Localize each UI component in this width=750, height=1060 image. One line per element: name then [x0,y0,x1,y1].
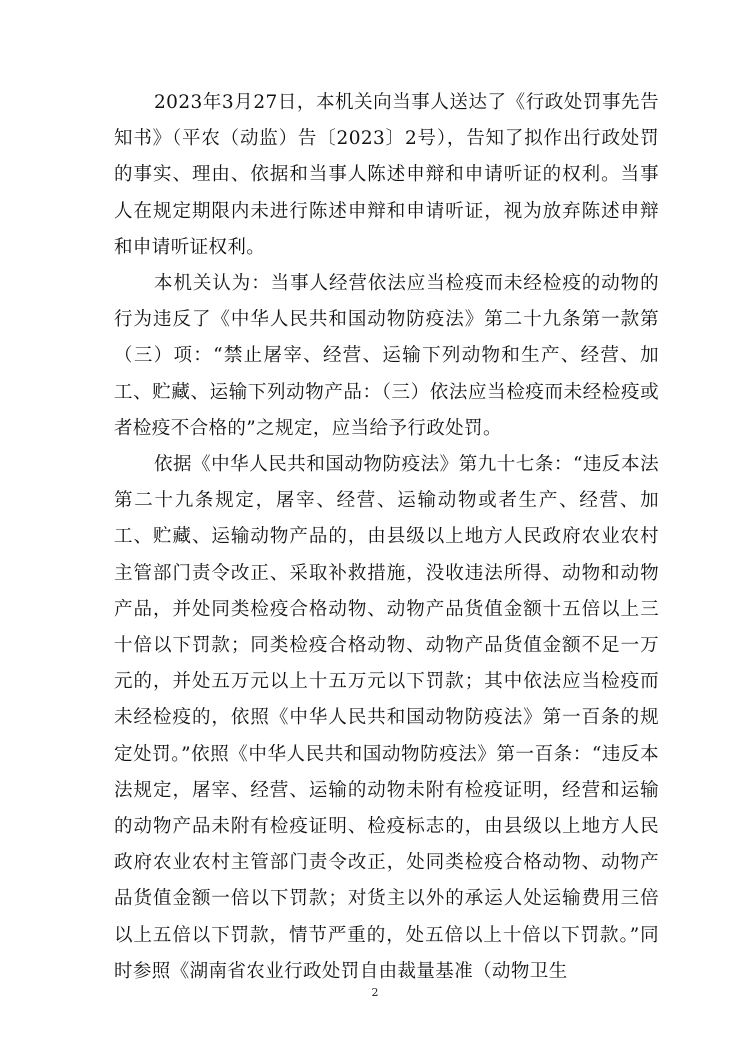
paragraph-notice-delivery: 2023年3月27日，本机关向当事人送达了《行政处罚事先告知书》（平农（动监）告〔2023〕2号），告知了拟作出行政处罚的事实、理由、依据和当事人陈述申辩和申请听证的权利。当事人在规定期限内未进行陈述申辩和申请听证，视为放弃陈述申辩和申请听证权利。 [114,92,659,258]
document-body [114,85,659,990]
paragraph-legal-basis: 依据《中华人民共和国动物防疫法》第九十七条：“违反本法第二十九条规定，屠宰、经营、运输动物或者生产、经营、加工、贮藏、运输动物产品的，由县级以上地方人民政府农业农村主管部门责令改正、采取补救措施，没收违法所得、动物和动物产品，并处同类检疫合格动物、动物产品货值金额十五倍以上三十倍以下罚款；同类检疫合格动物、动物产品货值金额不足一万元的，并处五万元以上十五万元以下罚款；其中依法应当检疫而未经检疫的，依照《中华人民共和国动物防疫法》第一百条的规定处罚。”依照《中华人民共和国动物防疫法》第一百条：“违反本法规定，屠宰、经营、运输的动物未附有检疫证明，经营和运输的动物产品未附有检疫证明、检疫标志的，由县级以上地方人民政府农业农村主管部门责令改正，处同类检疫合格动物、动物产品货值金额一倍以下罚款；对货主以外的承运人处运输费用三倍以上五倍以下罚款，情节严重的，处五倍以上十倍以下罚款。”同时参照《湖南省农业行政处罚自由裁量基准（动物卫生 [114,454,659,982]
page-number: 2 [371,986,379,999]
paragraph-agency-finding: 本机关认为：当事人经营依法应当检疫而未经检疫的动物的行为违反了《中华人民共和国动物防疫法》第二十九条第一款第（三）项：“禁止屠宰、经营、运输下列动物和生产、经营、加工、贮藏、运输下列动物产品：（三）依法应当检疫而未经检疫或者检疫不合格的”之规定，应当给予行政处罚。 [114,273,659,439]
